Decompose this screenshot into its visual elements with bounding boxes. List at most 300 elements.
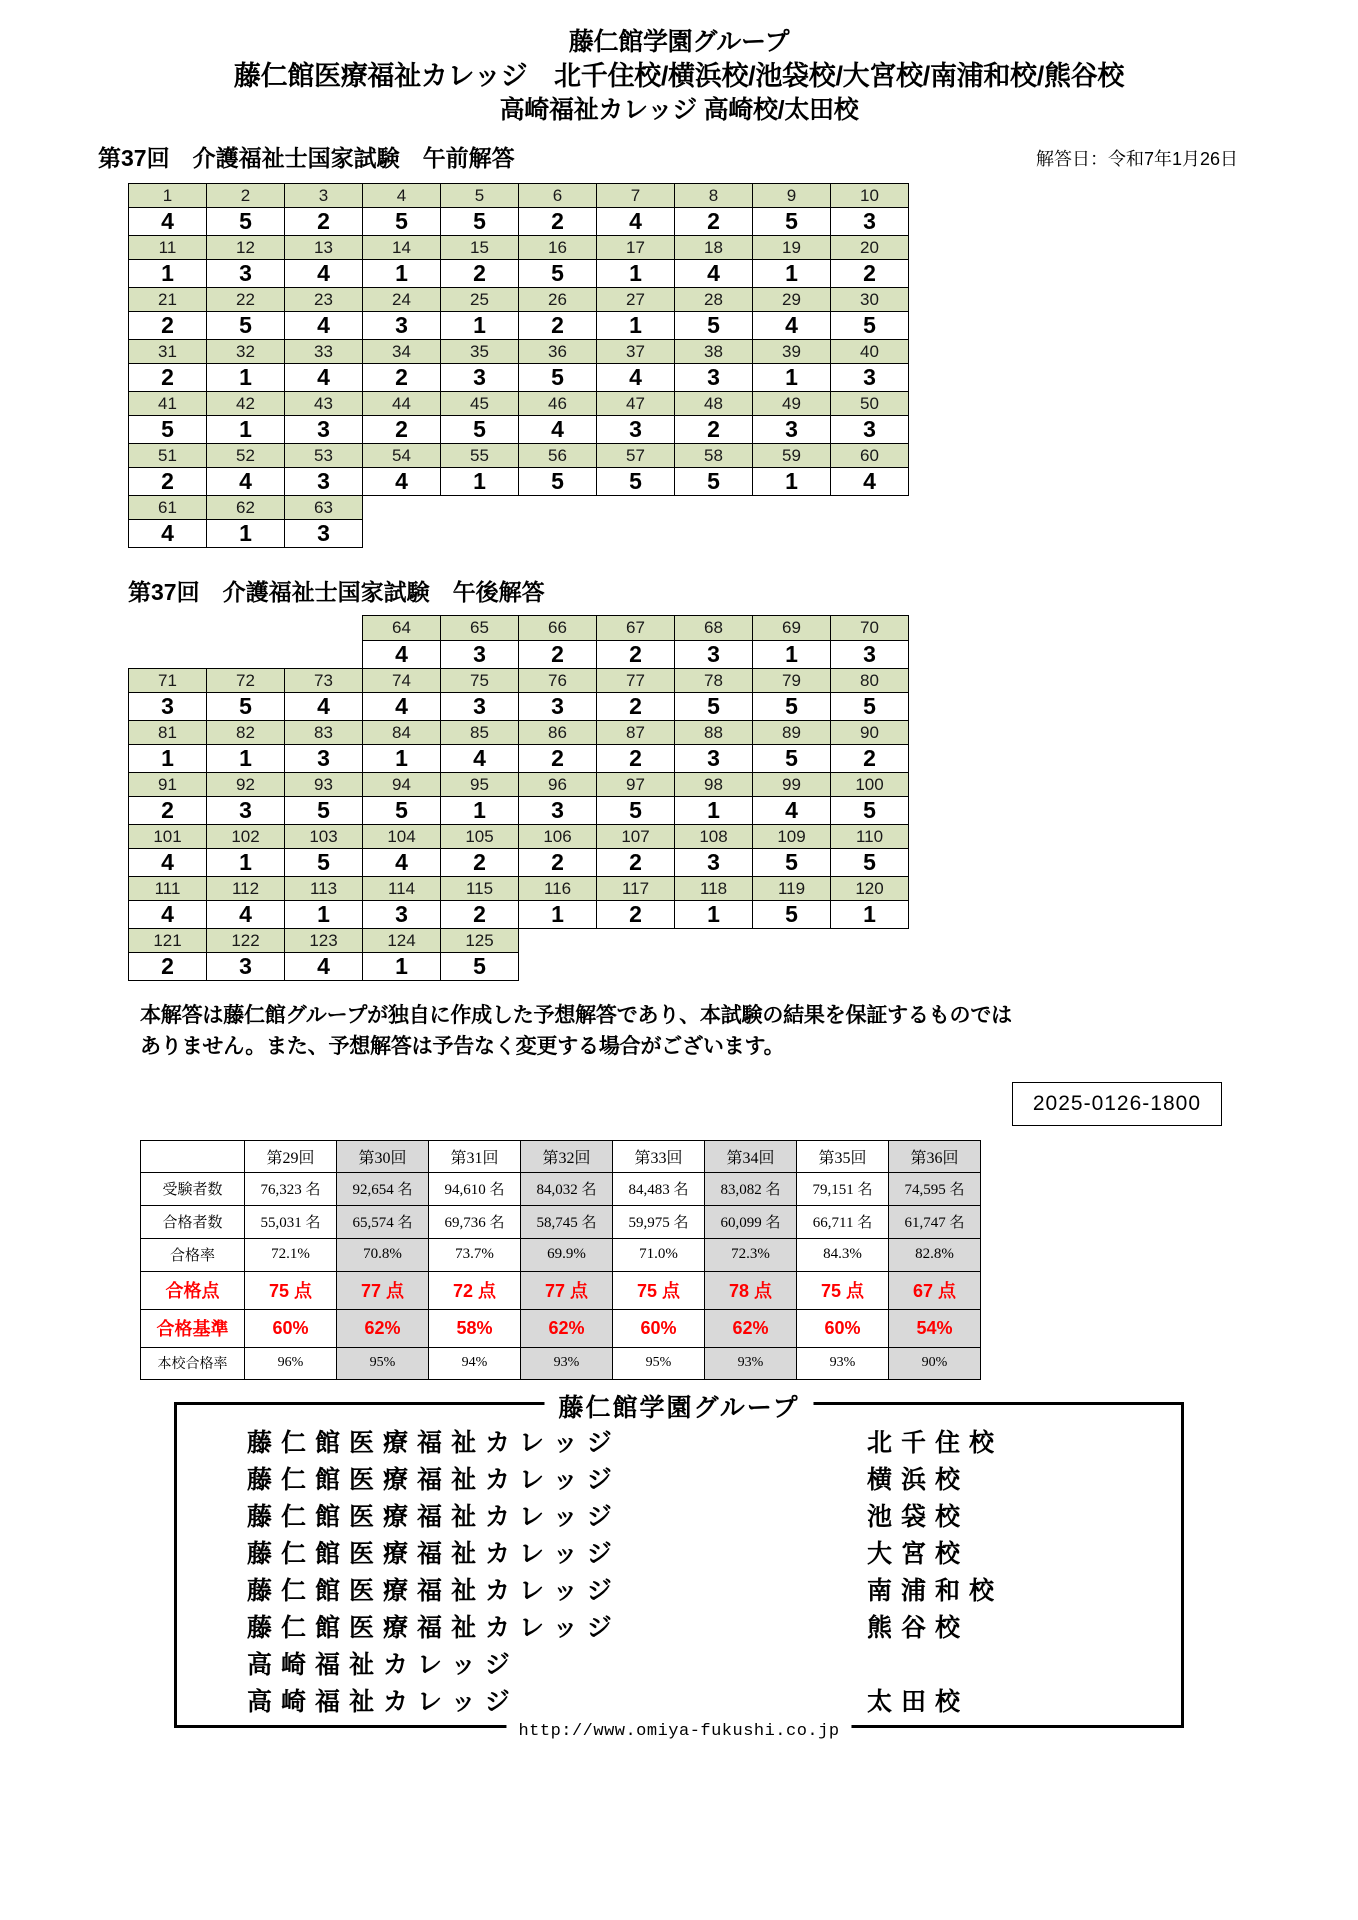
answer-cell: 3 [831,364,909,392]
question-number-cell: 39 [753,340,831,364]
answer-cell: 3 [519,797,597,825]
stats-value-cell: 93% [521,1347,613,1379]
answer-cell: 5 [285,849,363,877]
footer-campus-row [247,1460,1111,1497]
question-number-cell: 98 [675,773,753,797]
answer-cell: 3 [129,693,207,721]
answer-cell: 2 [597,849,675,877]
answer-row [129,641,909,669]
grid-spacer [129,616,207,641]
answer-cell: 1 [519,901,597,929]
stats-value-cell: 60% [613,1309,705,1347]
stats-value-cell: 59,975 名 [613,1205,705,1238]
answer-row [129,693,909,721]
question-number-cell: 22 [207,288,285,312]
answer-cell: 3 [441,641,519,669]
question-number-cell: 97 [597,773,675,797]
answer-cell: 1 [753,468,831,496]
question-number-cell: 18 [675,236,753,260]
answer-cell: 1 [753,641,831,669]
question-number-cell: 62 [207,496,285,520]
answer-cell: 2 [285,208,363,236]
question-number-cell: 63 [285,496,363,520]
footer-school-name: 藤仁館医療福祉カレッジ [247,1613,621,1642]
stats-value-cell: 58,745 名 [521,1205,613,1238]
answer-cell: 4 [285,953,363,981]
footer-campus-row [247,1682,1111,1719]
question-number-row [129,616,909,641]
answer-cell: 3 [831,641,909,669]
answer-cell: 1 [363,745,441,773]
question-number-cell: 100 [831,773,909,797]
question-number-cell: 89 [753,721,831,745]
answer-cell: 1 [441,797,519,825]
answer-cell: 4 [753,797,831,825]
footer-school-name: 藤仁館医療福祉カレッジ [247,1576,621,1605]
answer-cell: 5 [675,312,753,340]
answer-row [129,468,909,496]
stats-value-cell: 69,736 名 [429,1205,521,1238]
disclaimer-line-1: 本解答は藤仁館グループが独自に作成した予想解答であり、本試験の結果を保証するものでは [140,1004,1012,1028]
question-number-cell: 102 [207,825,285,849]
stats-value-cell: 72.3% [705,1238,797,1271]
stats-value-cell: 65,574 名 [337,1205,429,1238]
answer-cell: 3 [285,520,363,548]
answer-cell: 5 [753,745,831,773]
org-name-line: 藤仁館学園グループ [568,28,790,56]
stats-value-cell: 72.1% [245,1238,337,1271]
question-number-cell: 75 [441,669,519,693]
footer-website-url: http://www.omiya-fukushi.co.jp [506,1722,851,1741]
question-number-cell: 41 [129,392,207,416]
stats-value-cell: 75 点 [797,1271,889,1309]
question-number-cell: 44 [363,392,441,416]
morning-answer-grid-wrap [0,183,1358,548]
answer-cell: 1 [363,953,441,981]
question-number-cell: 58 [675,444,753,468]
footer-group-title: 藤仁館学園グループ [544,1388,813,1424]
question-number-cell: 26 [519,288,597,312]
answer-cell: 2 [519,849,597,877]
question-number-row [129,929,909,953]
stats-value-cell: 84,032 名 [521,1172,613,1205]
answer-cell: 1 [207,364,285,392]
stats-value-cell: 96% [245,1347,337,1379]
stats-column-header: 第32回 [521,1140,613,1172]
question-number-cell: 28 [675,288,753,312]
question-number-cell: 10 [831,184,909,208]
stats-value-cell: 67 点 [889,1271,981,1309]
answer-cell: 3 [831,416,909,444]
grid-spacer [285,616,363,641]
question-number-cell: 16 [519,236,597,260]
question-number-cell: 65 [441,616,519,641]
afternoon-answer-grid [128,615,909,981]
answer-cell: 5 [597,468,675,496]
answer-cell: 2 [129,468,207,496]
answer-cell: 5 [753,693,831,721]
answer-cell: 5 [363,797,441,825]
answer-cell: 1 [285,901,363,929]
question-number-cell: 46 [519,392,597,416]
answer-cell: 3 [597,416,675,444]
answer-cell: 2 [831,260,909,288]
answer-row [129,416,909,444]
footer-campus-row [247,1645,1111,1682]
question-number-row [129,392,909,416]
stats-corner-cell [141,1140,245,1172]
stats-value-cell: 54% [889,1309,981,1347]
question-number-cell: 38 [675,340,753,364]
question-number-cell: 71 [129,669,207,693]
stats-value-cell: 75 点 [245,1271,337,1309]
question-number-cell: 99 [753,773,831,797]
question-number-cell: 47 [597,392,675,416]
question-number-cell: 94 [363,773,441,797]
answer-cell: 3 [207,797,285,825]
answer-cell: 5 [597,797,675,825]
answer-cell: 4 [285,312,363,340]
answer-cell: 2 [129,364,207,392]
question-number-cell: 87 [597,721,675,745]
question-number-cell: 95 [441,773,519,797]
question-number-row [129,288,909,312]
question-number-cell: 32 [207,340,285,364]
footer-block [174,1393,1184,1741]
afternoon-section-header [0,574,1358,607]
stats-value-cell: 61,747 名 [889,1205,981,1238]
footer-school-name: 藤仁館医療福祉カレッジ [247,1465,621,1494]
question-number-cell: 21 [129,288,207,312]
question-number-cell: 90 [831,721,909,745]
footer-campus-name: 池袋校 [867,1502,970,1531]
stats-value-cell: 93% [797,1347,889,1379]
question-number-cell: 110 [831,825,909,849]
stats-value-cell: 62% [521,1309,613,1347]
answer-cell: 3 [753,416,831,444]
answer-cell: 5 [441,416,519,444]
question-number-cell: 54 [363,444,441,468]
question-number-cell: 56 [519,444,597,468]
answer-cell: 1 [207,520,285,548]
statistics-table-wrap [0,1140,1358,1380]
question-number-cell: 114 [363,877,441,901]
exam-statistics-table [140,1140,981,1380]
question-number-cell: 84 [363,721,441,745]
answer-cell: 5 [831,312,909,340]
morning-section-header [0,140,1358,173]
grid-spacer [207,616,285,641]
answer-cell: 1 [441,312,519,340]
stats-column-header: 第36回 [889,1140,981,1172]
stats-value-cell: 60% [797,1309,889,1347]
question-number-cell: 14 [363,236,441,260]
stats-value-cell: 73.7% [429,1238,521,1271]
org-campuses-line-1: 藤仁館医療福祉カレッジ 北千住校/横浜校/池袋校/大宮校/南浦和校/熊谷校 [233,60,1125,91]
stats-value-cell: 74,595 名 [889,1172,981,1205]
question-number-cell: 51 [129,444,207,468]
answer-cell: 3 [519,693,597,721]
answer-cell: 2 [597,745,675,773]
question-number-cell: 35 [441,340,519,364]
question-number-cell: 85 [441,721,519,745]
answer-cell: 4 [831,468,909,496]
answer-cell: 2 [519,312,597,340]
answer-row [129,312,909,340]
question-number-cell: 120 [831,877,909,901]
stats-value-cell: 71.0% [613,1238,705,1271]
answer-cell: 5 [831,797,909,825]
stats-value-cell: 94,610 名 [429,1172,521,1205]
question-number-cell: 24 [363,288,441,312]
answer-cell: 5 [441,208,519,236]
answer-row [129,953,909,981]
footer-campus-list [177,1423,1181,1719]
stats-value-cell: 84,483 名 [613,1172,705,1205]
question-number-cell: 19 [753,236,831,260]
answer-cell: 1 [363,260,441,288]
answer-cell: 4 [363,849,441,877]
answer-cell: 5 [831,693,909,721]
question-number-cell: 2 [207,184,285,208]
stats-value-cell: 78 点 [705,1271,797,1309]
grid-spacer [207,641,285,669]
organization-header [0,0,1358,126]
question-number-cell: 3 [285,184,363,208]
answer-row [129,364,909,392]
stats-value-cell: 62% [337,1309,429,1347]
footer-campus-name: 北千住校 [867,1428,1004,1457]
question-number-cell: 33 [285,340,363,364]
stats-row-label: 受験者数 [141,1172,245,1205]
answer-cell: 2 [675,416,753,444]
answer-cell: 5 [753,208,831,236]
answer-cell: 3 [363,901,441,929]
question-number-row [129,773,909,797]
question-number-cell: 68 [675,616,753,641]
question-number-cell: 9 [753,184,831,208]
answer-cell: 5 [519,468,597,496]
answer-cell: 2 [441,260,519,288]
question-number-cell: 61 [129,496,207,520]
answer-cell: 2 [363,416,441,444]
question-number-cell: 81 [129,721,207,745]
answer-cell: 5 [207,208,285,236]
answer-cell: 5 [675,693,753,721]
answer-cell: 2 [441,901,519,929]
answer-cell: 1 [597,260,675,288]
disclaimer-line-2: ありません。また、予想解答は予告なく変更する場合がございます。 [140,1034,785,1058]
question-number-cell: 4 [363,184,441,208]
question-number-cell: 122 [207,929,285,953]
answer-cell: 5 [207,693,285,721]
question-number-cell: 78 [675,669,753,693]
answer-cell: 2 [129,953,207,981]
answer-row [129,797,909,825]
stats-value-cell: 70.8% [337,1238,429,1271]
stats-value-cell: 62% [705,1309,797,1347]
answer-cell: 4 [519,416,597,444]
question-number-cell: 69 [753,616,831,641]
stats-row-label: 合格基準 [141,1309,245,1347]
answer-cell: 4 [363,641,441,669]
stats-column-header: 第30回 [337,1140,429,1172]
answer-cell: 4 [129,520,207,548]
answer-cell: 3 [363,312,441,340]
org-campuses-line-2: 高崎福祉カレッジ 高崎校/太田校 [499,95,859,124]
answer-cell: 1 [129,745,207,773]
question-number-cell: 27 [597,288,675,312]
answer-cell: 4 [363,468,441,496]
timestamp-box: 2025-0126-1800 [1012,1082,1222,1126]
question-number-cell: 111 [129,877,207,901]
question-number-cell: 48 [675,392,753,416]
stats-value-cell: 94% [429,1347,521,1379]
answer-cell: 4 [285,260,363,288]
question-number-cell: 79 [753,669,831,693]
answer-cell: 2 [831,745,909,773]
answer-cell: 4 [285,364,363,392]
question-number-row [129,669,909,693]
question-number-cell: 86 [519,721,597,745]
footer-campus-name: 太田校 [867,1687,970,1716]
answer-cell: 5 [363,208,441,236]
question-number-cell: 124 [363,929,441,953]
question-number-cell: 117 [597,877,675,901]
question-number-cell: 83 [285,721,363,745]
answer-row [129,849,909,877]
answer-cell: 1 [831,901,909,929]
stats-value-cell: 60,099 名 [705,1205,797,1238]
footer-campus-row [247,1423,1111,1460]
answer-cell: 5 [519,260,597,288]
answer-cell: 4 [597,208,675,236]
question-number-cell: 6 [519,184,597,208]
stats-value-cell: 92,654 名 [337,1172,429,1205]
answer-cell: 1 [441,468,519,496]
question-number-cell: 88 [675,721,753,745]
question-number-cell: 60 [831,444,909,468]
stats-value-cell: 82.8% [889,1238,981,1271]
answer-cell: 4 [753,312,831,340]
question-number-cell: 77 [597,669,675,693]
question-number-cell: 53 [285,444,363,468]
question-number-cell: 121 [129,929,207,953]
footer-campus-name: 大宮校 [867,1539,970,1568]
stats-value-cell: 75 点 [613,1271,705,1309]
stats-row [141,1238,981,1271]
answer-cell: 1 [207,416,285,444]
answer-cell: 4 [129,849,207,877]
question-number-cell: 25 [441,288,519,312]
answer-cell: 1 [753,260,831,288]
question-number-cell: 15 [441,236,519,260]
question-number-cell: 70 [831,616,909,641]
answer-row [129,901,909,929]
answer-row [129,260,909,288]
stats-value-cell: 66,711 名 [797,1205,889,1238]
disclaimer-text [0,1001,1358,1062]
question-number-cell: 43 [285,392,363,416]
stats-column-header: 第35回 [797,1140,889,1172]
question-number-cell: 8 [675,184,753,208]
question-number-cell: 66 [519,616,597,641]
answer-cell: 5 [831,849,909,877]
stats-value-cell: 60% [245,1309,337,1347]
question-number-cell: 13 [285,236,363,260]
stats-header-row [141,1140,981,1172]
question-number-cell: 91 [129,773,207,797]
question-number-cell: 23 [285,288,363,312]
question-number-cell: 105 [441,825,519,849]
answer-cell: 4 [129,208,207,236]
question-number-cell: 57 [597,444,675,468]
answer-cell: 2 [129,797,207,825]
grid-spacer [129,641,207,669]
stats-column-header: 第29回 [245,1140,337,1172]
question-number-row [129,444,909,468]
question-number-cell: 96 [519,773,597,797]
question-number-cell: 116 [519,877,597,901]
question-number-cell: 40 [831,340,909,364]
stats-value-cell: 69.9% [521,1238,613,1271]
stats-value-cell: 55,031 名 [245,1205,337,1238]
answer-cell: 3 [207,953,285,981]
answer-cell: 2 [597,693,675,721]
question-number-cell: 109 [753,825,831,849]
question-number-cell: 118 [675,877,753,901]
question-number-cell: 82 [207,721,285,745]
stats-row [141,1347,981,1379]
answer-cell: 3 [831,208,909,236]
answer-cell: 4 [441,745,519,773]
answer-cell: 4 [675,260,753,288]
question-number-cell: 103 [285,825,363,849]
footer-campus-row [247,1571,1111,1608]
footer-campus-name: 南浦和校 [867,1576,1004,1605]
question-number-row [129,236,909,260]
question-number-cell: 55 [441,444,519,468]
question-number-cell: 93 [285,773,363,797]
answer-cell: 3 [675,364,753,392]
question-number-cell: 123 [285,929,363,953]
answer-cell: 3 [441,693,519,721]
answer-cell: 4 [207,901,285,929]
footer-campus-row [247,1497,1111,1534]
stats-row [141,1271,981,1309]
footer-school-name: 藤仁館医療福祉カレッジ [247,1428,621,1457]
question-number-cell: 125 [441,929,519,953]
stats-row-label: 合格率 [141,1238,245,1271]
stats-column-header: 第31回 [429,1140,521,1172]
question-number-cell: 113 [285,877,363,901]
question-number-cell: 106 [519,825,597,849]
answer-cell: 1 [675,901,753,929]
question-number-cell: 29 [753,288,831,312]
answer-cell: 2 [675,208,753,236]
question-number-cell: 115 [441,877,519,901]
question-number-cell: 108 [675,825,753,849]
answer-cell: 1 [129,260,207,288]
question-number-cell: 72 [207,669,285,693]
stats-value-cell: 58% [429,1309,521,1347]
grid-spacer [285,641,363,669]
answer-cell: 5 [285,797,363,825]
stats-value-cell: 84.3% [797,1238,889,1271]
question-number-cell: 1 [129,184,207,208]
answer-cell: 3 [675,745,753,773]
answer-cell: 5 [207,312,285,340]
